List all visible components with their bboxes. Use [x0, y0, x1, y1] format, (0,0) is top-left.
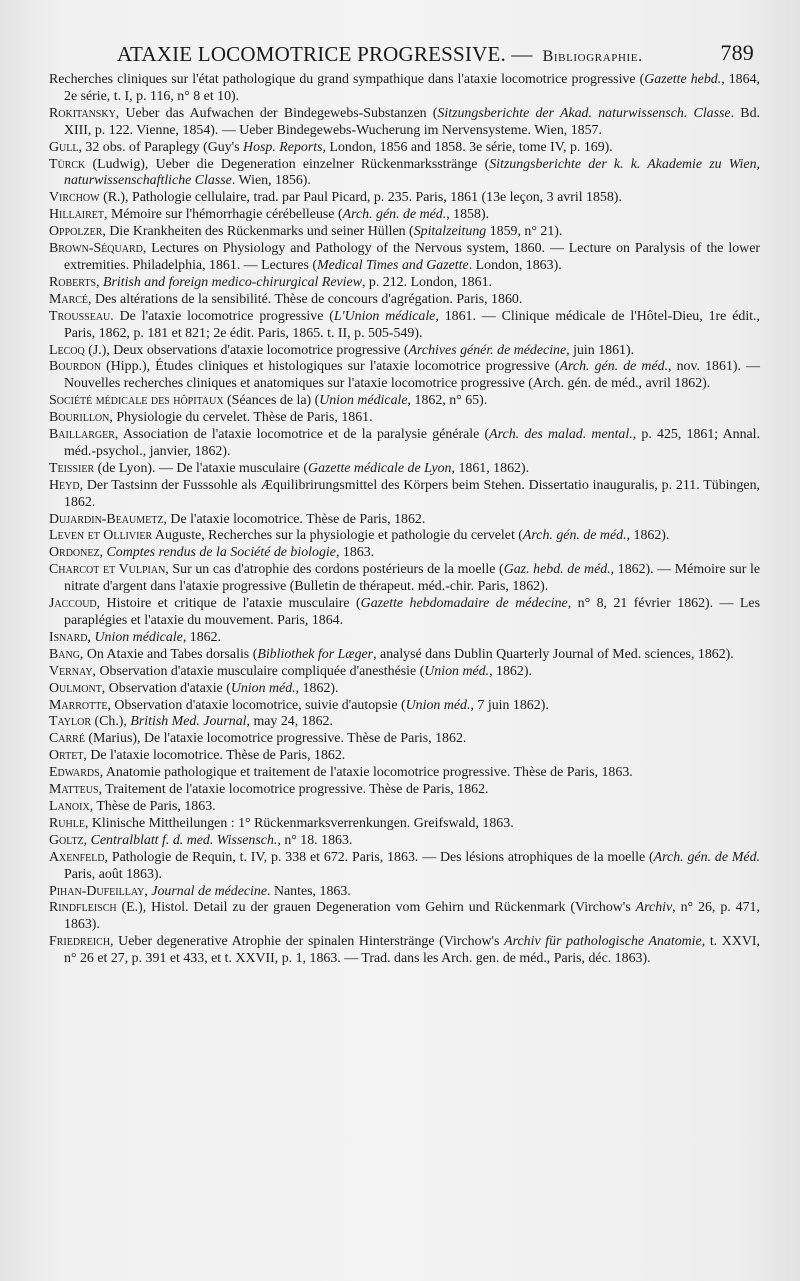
entry-text: (Ludwig), Ueber die Degeneration einzelner Rückenmarksstränge ( [85, 156, 490, 172]
entry-author: Carré [49, 731, 85, 747]
entry-details: , 1862). — Mémoire sur le nitrate d'argent dans l'ataxie progressive (Bulletin de thérapeut. méd.-chir. Paris, 1862). [64, 562, 760, 595]
entry-text: (R.), Pathologie cellulaire, trad. par Paul Picard, p. 235. Paris, 1861 (13e leçon, 3 avril 1858). [99, 190, 622, 206]
bibliography-entry [49, 309, 760, 343]
entry-details: Paris, août 1863). [64, 866, 162, 882]
entry-source: British and foreign medico-chirurgical Review [102, 274, 362, 290]
entry-text: (de Lyon). — De l'ataxie musculaire ( [94, 460, 309, 476]
entry-author: Leven et Ollivier [49, 528, 153, 544]
entry-source: Comptes rendus de la Société de biologie [106, 545, 336, 561]
bibliography-entry [49, 207, 760, 224]
entry-text: De l'ataxie locomotrice. Thèse de Paris, 1862. [86, 748, 346, 764]
entry-author: Vernay, [49, 663, 97, 679]
entry-text: (Séances de la) ( [223, 393, 320, 409]
entry-source: Archiv [635, 900, 673, 916]
bibliography-entry [49, 596, 760, 630]
bibliography-entry [49, 850, 760, 884]
entry-text: Klinische Mittheilungen : 1° Rückenmarksverrenkungen. Greifswald, 1863. [88, 815, 514, 831]
bibliography-entry [49, 884, 760, 901]
entry-text: Die Krankheiten des Rückenmarks und seiner Hüllen ( [105, 224, 414, 240]
entry-source: Archives génér. de médecine [408, 342, 567, 358]
entry-source: Sitzungsberichte der k. k. Akademie zu Wien, naturwissenschaftliche Classe [64, 156, 760, 189]
bibliography-entry [49, 630, 760, 647]
bibliography-entry [49, 562, 760, 596]
entry-author: Dujardin-Beaumetz, [49, 511, 167, 527]
entry-details: 1859, n° 21). [486, 224, 563, 240]
bibliography-entry [49, 461, 760, 478]
entry-details: , p. 212. London, 1861. [361, 274, 492, 290]
entry-details: , nov. 1861). — Nouvelles recherches cliniques et anatomiques sur l'ataxie locomotrice progressive (Arch. gén. de méd., avril 1862). [64, 359, 760, 392]
entry-text: Ueber das Aufwachen der Bindegewebs-Substanzen ( [119, 105, 438, 121]
entry-author: Bourillon, [49, 410, 113, 426]
entry-text: (Ch.), [91, 714, 131, 730]
bibliography-entry [49, 731, 760, 748]
entry-text: Observation d'ataxie ( [105, 680, 231, 696]
entry-details: . Bd. XIII, p. 122. Vienne, 1854). — Ueber Bindegewebs-Wucherung im Nervensysteme. Wien, 1857. [64, 105, 760, 138]
entry-author: Ortet, [49, 748, 87, 764]
bibliography-entry [49, 714, 760, 731]
bibliography-entry [49, 782, 760, 799]
entry-source: Arch. des malad. mental. [489, 427, 633, 443]
bibliography-entry [49, 664, 760, 681]
bibliography-entry [49, 698, 760, 715]
entry-text: Association de l'ataxie locomotrice et de la paralysie générale ( [118, 427, 490, 443]
entry-details: . London, 1863). [468, 257, 562, 273]
entry-author: Pihan-Dufeillay, [49, 883, 148, 899]
entry-details: , n° 8, 21 février 1862). — Les paraplégies et l'ataxie du mouvement. Paris, 1864. [64, 596, 760, 628]
bibliography-entry [49, 224, 760, 241]
entry-source: Journal de médecine [151, 883, 268, 899]
page-number: 789 [720, 40, 754, 65]
bibliography-entry [49, 833, 760, 850]
entry-details: , p. 425, 1861; Annal. méd.-psychol., janvier, 1862). [64, 427, 761, 459]
entry-source: Union méd. [424, 663, 490, 679]
entry-author: Baillarger, [49, 427, 119, 443]
entry-author: Ruhle, [49, 815, 89, 831]
entry-text: De l'ataxie locomotrice. Thèse de Paris, 1862. [166, 511, 426, 527]
entry-text: (Hipp.), Études cliniques et histologiques sur l'ataxie locomotrice progressive ( [101, 359, 560, 375]
entry-details: , 1862. [182, 629, 222, 645]
entry-source: Arch. gén. de méd. [342, 207, 447, 223]
entry-source: Gazette hebdomadaire de médecine [360, 596, 568, 612]
running-head [49, 38, 760, 72]
entry-details: , analysé dans Dublin Quarterly Journal of Med. sciences, 1862). [373, 646, 734, 662]
entry-details: , t. XXVI, n° 26 et 27, p. 391 et 433, et t. XXVII, p. 1, 1863. — Trad. dans les Arch. gen. de méd., Paris, déc. 1863). [64, 934, 760, 967]
entry-author: Friedreich, [49, 934, 114, 950]
entry-text: Observation d'ataxie musculaire compliquée d'anesthésie ( [96, 663, 425, 679]
bibliography-entry [49, 478, 760, 512]
entry-text: Thèse de Paris, 1863. [93, 798, 216, 814]
entry-details: , 1862, n° 65). [407, 393, 488, 409]
entry-text: Auguste, Recherches sur la physiologie et pathologie du cervelet ( [152, 528, 523, 544]
entry-details: , may 24, 1862. [246, 714, 333, 730]
entry-source: Archiv für pathologische Anatomie [504, 934, 702, 950]
entry-details: , 1861. — Clinique médicale de l'Hôtel-Dieu, 1re édit., Paris, 1862, p. 181 et 821; 2e édit. Paris, 1865. t. II, p. 505-549). [64, 308, 760, 341]
bibliography-entry [49, 157, 760, 191]
bibliography-entry [49, 292, 760, 309]
entry-author: Edwards, [49, 765, 104, 781]
entry-author: Rindfleisch [49, 900, 117, 916]
entry-author: Roberts, [49, 274, 100, 290]
bibliography-list [49, 72, 760, 968]
bibliography-entry [49, 748, 760, 765]
entry-text: Lectures on Physiology and Pathology of the Nervous system, 1860. — Lecture on Paralysis of the lower extremities. Philadelphia, 1861. — Lectures ( [64, 241, 760, 273]
entry-source: Gazette médicale de Lyon [308, 460, 452, 476]
entry-source: Union méd. [405, 697, 471, 713]
bibliography-entry [49, 681, 760, 698]
bibliography-entry [49, 410, 760, 427]
entry-details: , 1862). [295, 680, 339, 696]
entry-source: L'Union médicale [333, 308, 436, 324]
entry-details: , 1863. [335, 545, 375, 561]
entry-author: Hillairet, [49, 207, 108, 223]
entry-text: (E.), Histol. Detail zu der grauen Degeneration vom Gehirn und Rückenmark (Virchow's [116, 900, 636, 916]
entry-source: Medical Times and Gazette [317, 257, 469, 273]
entry-details: , 1858). [446, 207, 490, 223]
entry-author: Virchow [49, 190, 100, 206]
section-name: Bibliographie. [542, 48, 643, 65]
bibliography-entry [49, 816, 760, 833]
entry-details: , 1862). [626, 528, 670, 544]
entry-author: Trousseau. [49, 308, 114, 324]
entry-source: Union méd. [230, 680, 296, 696]
entry-text: (J.), Deux observations d'ataxie locomotrice progressive ( [84, 342, 409, 358]
running-title-text: ATAXIE LOCOMOTRICE PROGRESSIVE. — [117, 42, 533, 66]
entry-text: Traitement de l'ataxie locomotrice progressive. Thèse de Paris, 1862. [102, 782, 489, 798]
bibliography-entry [49, 106, 760, 140]
entry-details: . Wien, 1856). [231, 173, 311, 189]
entry-author: Bang, [49, 646, 84, 662]
entry-text: Des altérations de la sensibilité. Thèse de concours d'agrégation. Paris, 1860. [91, 291, 523, 307]
bibliography-entry [49, 393, 760, 410]
entry-author: Brown-Séquard, [49, 241, 147, 257]
entry-text: Histoire et critique de l'ataxie musculaire ( [100, 596, 361, 612]
entry-text: Pathologie de Requin, t. IV, p. 338 et 672. Paris, 1863. — Des lésions atrophiques de la moelle ( [108, 849, 654, 865]
entry-details: , 1861, 1862). [451, 460, 530, 476]
entry-author: Rokitansky, [49, 105, 120, 121]
bibliography-entry [49, 512, 760, 529]
entry-source: Gaz. hebd. de méd. [503, 562, 611, 578]
bibliography-entry [49, 934, 760, 968]
bibliography-entry [49, 241, 760, 275]
entry-author: Ordonez, [49, 545, 104, 561]
entry-author: Taylor [49, 714, 92, 730]
entry-details: , n° 26, p. 471, 1863). [64, 900, 760, 933]
entry-author: Jaccoud, [49, 596, 101, 612]
entry-source: British Med. Journal [130, 714, 247, 730]
entry-author: Matteus, [49, 782, 103, 798]
entry-author: Heyd, [49, 477, 84, 493]
entry-source: Arch. gén. de méd. [559, 359, 669, 375]
entry-text: Anatomie pathologique et traitement de l'ataxie locomotrice progressive. Thèse de Paris, 1863. [103, 765, 633, 781]
entry-text: Der Tastsinn der Fusssohle als Æquilibrirungsmittel des Körpers beim Stehen. Dissertatio inauguralis, p. 211. Tübingen, 1862. [64, 477, 760, 510]
entry-details: , 1864, 2e série, t. I, p. 116, n° 8 et 10). [64, 72, 760, 104]
entry-author: Lanoix, [49, 798, 94, 814]
entry-details: . Nantes, 1863. [267, 883, 351, 899]
bibliography-entry [49, 140, 760, 157]
entry-text: Ueber degenerative Atrophie der spinalen Hinterstränge (Virchow's [113, 934, 505, 950]
bibliography-entry [49, 343, 760, 360]
bibliography-entry [49, 359, 760, 393]
entry-source: Gazette hebd. [644, 72, 722, 87]
entry-text: Observation d'ataxie locomotrice, suivie d'autopsie ( [110, 697, 406, 713]
bibliography-entry [49, 528, 760, 545]
bibliography-entry [49, 647, 760, 664]
bibliography-entry [49, 190, 760, 207]
entry-source: Centralblatt f. d. med. Wissensch. [90, 832, 278, 848]
entry-author: Axenfeld, [49, 849, 109, 865]
entry-source: Hosp. Reports [243, 139, 323, 155]
entry-source: Spitalzeitung [413, 224, 487, 240]
entry-details: , London, 1856 and 1858. 3e série, tome IV, p. 169). [322, 139, 613, 155]
entry-author: Société médicale des hôpitaux [49, 393, 224, 409]
entry-author: Isnard, [49, 629, 91, 645]
entry-author: Türck [49, 156, 86, 172]
entry-author: Marrotte, [49, 697, 111, 713]
bibliography-entry [49, 900, 760, 934]
running-title [117, 42, 643, 67]
entry-author: Goltz, [49, 832, 88, 848]
entry-text: Recherches cliniques sur l'état pathologique du grand sympathique dans l'ataxie locomotrice progressive ( [49, 72, 645, 87]
bibliography-entry [49, 765, 760, 782]
entry-source: Sitzungsberichte der Akad. naturwissensch. Classe [437, 105, 731, 121]
entry-source: Arch. gén. de méd. [522, 528, 627, 544]
entry-author: Marcé, [49, 291, 92, 307]
entry-author: Oppolzer, [49, 224, 106, 240]
entry-source: Union médicale [94, 629, 183, 645]
entry-source: Arch. gén. de Méd. [653, 849, 760, 865]
entry-text: 32 obs. of Paraplegy (Guy's [81, 139, 244, 155]
entry-details: , 1862). [489, 663, 532, 679]
entry-author: Teissier [49, 460, 95, 476]
entry-text: On Ataxie and Tabes dorsalis ( [83, 646, 258, 662]
entry-text: Mémoire sur l'hémorrhagie cérébelleuse ( [107, 207, 343, 223]
bibliography-entry [49, 72, 760, 106]
entry-text: (Marius), De l'ataxie locomotrice progressive. Thèse de Paris, 1862. [84, 731, 467, 747]
entry-details: , 7 juin 1862). [470, 697, 549, 713]
entry-source: Union médicale [319, 393, 408, 409]
bibliography-entry [49, 545, 760, 562]
bibliography-entry [49, 799, 760, 816]
entry-details: , n° 18. 1863. [277, 832, 353, 848]
bibliography-entry [49, 427, 760, 461]
entry-details: , juin 1861). [566, 342, 635, 358]
entry-text: Physiologie du cervelet. Thèse de Paris, 1861. [112, 410, 373, 426]
entry-author: Gull, [49, 139, 82, 155]
bibliography-entry [49, 275, 760, 292]
entry-author: Charcot et Vulpian, [49, 562, 169, 578]
entry-author: Lecoq [49, 342, 85, 358]
entry-author: Bourdon [49, 359, 102, 375]
entry-text: De l'ataxie locomotrice progressive ( [113, 308, 334, 324]
entry-author: Oulmont, [49, 680, 106, 696]
entry-text: Sur un cas d'atrophie des cordons postérieurs de la moelle ( [168, 562, 504, 578]
entry-source: Bibliothek for Læger [257, 646, 374, 662]
